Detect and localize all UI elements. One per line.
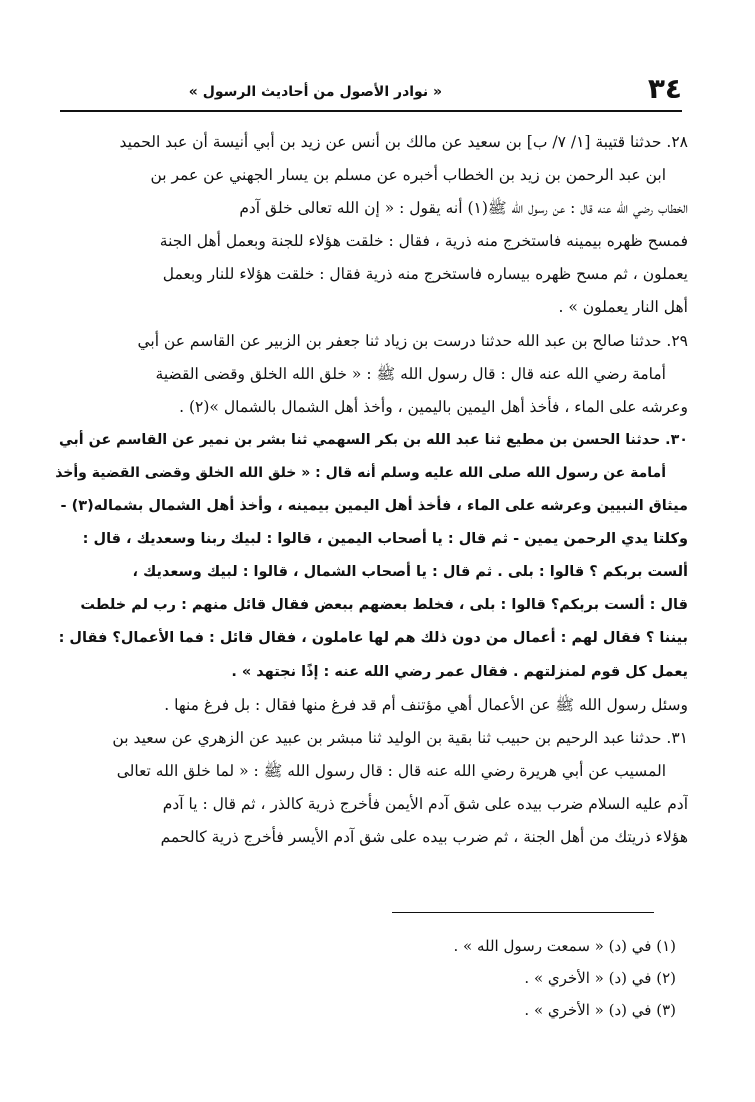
text-line: هؤلاء ذريتك من أهل الجنة ، ثم ضرب بيده على شق آدم الأيسر فأخرج ذرية كالحمم <box>160 827 688 846</box>
text-line: ٢٩. حدثنا صالح بن عبد الله حدثنا درست بن زياد ثنا جعفر بن الزبير عن القاسم عن أبي <box>137 331 688 350</box>
footnotes <box>200 930 676 1026</box>
text-line: ٢٨. حدثنا قتيبة [١/ ٧/ ب] بن سعيد عن مالك بن أنس عن زيد بن أبي أنيسة أن عبد الحميد <box>119 133 688 151</box>
text-line: ميثاق النبيين وعرشه على الماء ، فأخذ أهل اليمين بيمينه ، وأخذ أهل الشمال بشماله(٣) - <box>60 498 688 515</box>
text-line: المسيب عن أبي هريرة رضي الله عنه قال : قال رسول الله ﷺ : « لما خلق الله تعالى <box>116 761 666 780</box>
text-line: وعرشه على الماء ، فأخذ أهل اليمين باليمين ، وأخذ أهل الشمال بالشمال »(٢) . <box>179 397 688 416</box>
text-line: بيننا ؟ فقال لهم : أعمال من دون ذلك هم لها عاملون ، فقال قائل : فما الأعمال؟ فقال : <box>58 630 688 647</box>
footnote: (١) في (د) « سمعت رسول الله » . <box>453 937 676 955</box>
footnote: (٣) في (د) « الأخري » . <box>524 1001 676 1019</box>
footnote-rule <box>392 912 654 913</box>
running-title: « نوادر الأصول من أحاديث الرسول » <box>188 84 442 100</box>
page-number: ٣٤ <box>647 72 682 105</box>
text-line: ابن عبد الرحمن بن زيد بن الخطاب أخبره عن مسلم بن يسار الجهني عن عمر بن <box>150 166 666 185</box>
text-line: آدم عليه السلام ضرب بيده على شق آدم الأيمن فأخرج ذرية كالذر ، ثم قال : يا آدم <box>162 794 688 813</box>
header-rule <box>60 110 682 112</box>
text-line: يعملون ، ثم مسح ظهره بيساره فاستخرج منه ذرية فقال : خلقت هؤلاء للنار وبعمل <box>162 265 688 284</box>
text-line: أمامة رضي الله عنه قال : قال رسول الله ﷺ : « خلق الله الخلق وقضى القضية <box>155 364 666 383</box>
text-line: يعمل كل قوم لمنزلتهم . فقال عمر رضي الله عنه : إذًا نجتهد » . <box>231 663 688 680</box>
page-header <box>60 74 682 108</box>
text-line: الخطاب رضي الله عنه قال : عن رسول الله ﷺ(١) أنه يقول : « إن الله تعالى خلق آدم <box>239 199 688 218</box>
text-line: وكلتا يدي الرحمن يمين - ثم قال : يا أصحاب اليمين ، قالوا : لبيك ربنا وسعديك ، قال : <box>82 531 688 548</box>
text-line: ألست بربكم ؟ قالوا : بلى . ثم قال : يا أصحاب الشمال ، قالوا : لبيك وسعديك ، <box>132 564 688 581</box>
text-line: أمامة عن رسول الله صلى الله عليه وسلم أنه قال : « خلق الله الخلق وقضى القضية وأخذ <box>55 464 666 481</box>
text-line: ٣١. حدثنا عبد الرحيم بن حبيب ثنا بقية بن الوليد ثنا مبشر بن عبيد عن الزهري عن سعيد بن <box>112 728 688 747</box>
text-line: أهل النار يعملون » . <box>558 298 688 317</box>
text-line: قال : ألست بربكم؟ قالوا : بلى ، فخلط بعضهم ببعض فقال قائل منهم : رب لم خلطت <box>80 597 688 614</box>
text-line: فمسح ظهره بيمينه فاستخرج منه ذرية ، فقال : خلقت هؤلاء للجنة وبعمل أهل الجنة <box>159 232 688 251</box>
main-text <box>52 126 688 854</box>
text-line: ٣٠. حدثنا الحسن بن مطيع ثنا عبد الله بن بكر السهمي ثنا بشر بن نمير عن القاسم عن أبي <box>59 431 688 448</box>
text-line: وسئل رسول الله ﷺ عن الأعمال أهي مؤتنف أم قد فرغ منها فقال : بل فرغ منها . <box>164 695 688 714</box>
footnote: (٢) في (د) « الأخري » . <box>524 969 676 987</box>
